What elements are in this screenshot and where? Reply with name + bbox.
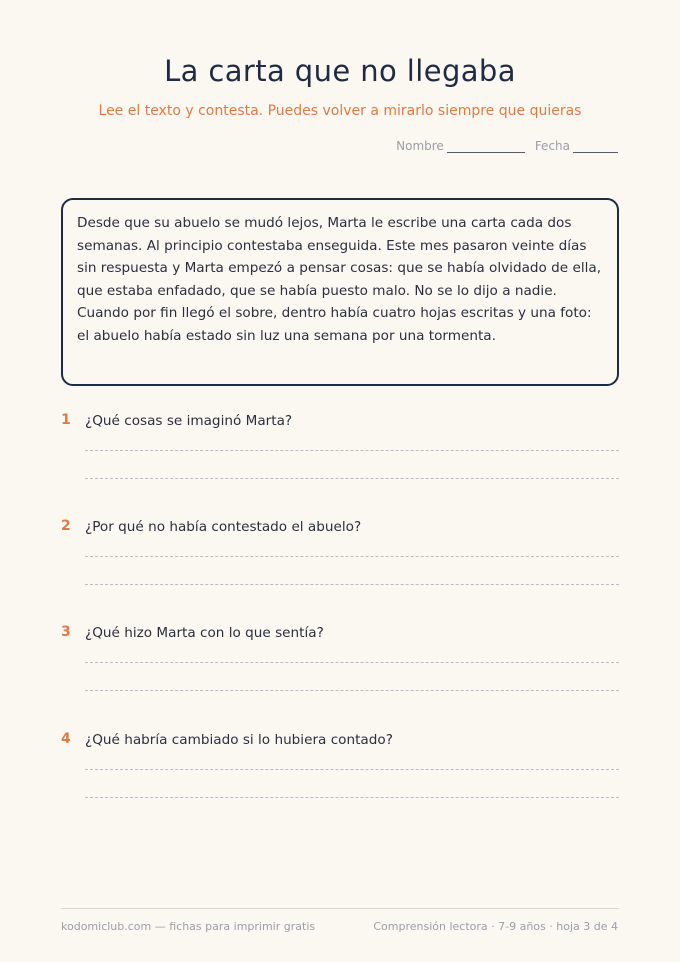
name-label: Nombre	[396, 139, 444, 153]
answer-line[interactable]	[85, 478, 619, 479]
answer-line[interactable]	[85, 662, 619, 663]
question-text: ¿Qué hizo Marta con lo que sentía?	[85, 625, 324, 641]
answer-line[interactable]	[85, 450, 619, 451]
footer-divider	[61, 908, 619, 909]
date-blank	[573, 140, 618, 153]
question-text: ¿Qué cosas se imaginó Marta?	[85, 413, 293, 429]
reading-text: Desde que su abuelo se mudó lejos, Marta le escribe una carta cada dos semanas. Al principio contestaba enseguida. Este mes pasaron veinte días sin respuesta y Marta empezó a pensar cosas: que se había olvidado de ella, que estaba enfadado, que se había puesto malo. No se lo dijo a nadie. Cuando por fin llegó el sobre, dentro había cuatro hojas escritas y una foto: el abuelo había estado sin luz una semana por una tormenta.	[77, 215, 602, 344]
answer-line[interactable]	[85, 584, 619, 585]
name-date-fields	[396, 139, 618, 153]
question-number: 1	[61, 412, 71, 428]
question-number: 4	[61, 731, 71, 747]
question-number: 2	[61, 518, 71, 534]
answer-line[interactable]	[85, 797, 619, 798]
answer-line[interactable]	[85, 556, 619, 557]
question-number: 3	[61, 624, 71, 640]
date-label: Fecha	[534, 139, 570, 153]
footer-sheet-info: Comprensión lectora · 7-9 años · hoja 3 de 4	[373, 920, 618, 933]
footer-site: kodomiclub.com — fichas para imprimir gratis	[61, 920, 316, 933]
question-text: ¿Por qué no había contestado el abuelo?	[85, 519, 362, 535]
answer-line[interactable]	[85, 769, 619, 770]
page-title: La carta que no llegaba	[164, 54, 516, 88]
page-subtitle: Lee el texto y contesta. Puedes volver a mirarlo siempre que quieras	[98, 103, 582, 119]
name-blank	[447, 140, 525, 153]
reading-text-box	[61, 198, 619, 386]
answer-line[interactable]	[85, 690, 619, 691]
question-text: ¿Qué habría cambiado si lo hubiera contado?	[85, 732, 393, 748]
